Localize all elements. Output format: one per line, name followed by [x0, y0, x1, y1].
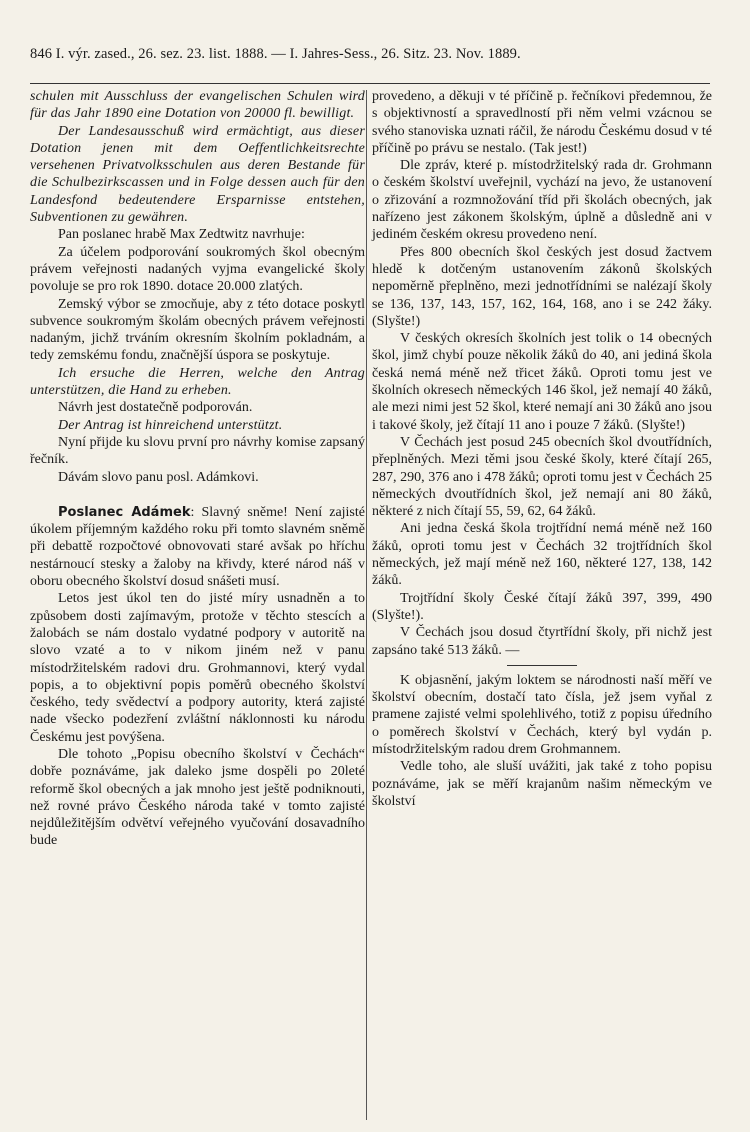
paragraph — [372, 434, 712, 520]
paragraph — [30, 746, 365, 850]
paragraph-text: Návrh jest dostatečně podporován. — [58, 400, 253, 416]
paragraph — [30, 434, 365, 469]
paragraph-text: V Čechách jsou dosud čtyrtřídní školy, při nichž jest zapsáno také 513 žáků. — — [372, 625, 712, 658]
section-separator — [507, 665, 577, 666]
paragraph — [30, 590, 365, 746]
paragraph — [30, 244, 365, 296]
paragraph-text: V Čechách jest posud 245 obecních škol dvoutřídních, přeplněných. Mezi těmi jsou české školy, které čítají 265, 287, 290, 376 ano i 478 žáků; oproti tomu jest v Čechách 25 německých dvoutřídních škol, jež nemají ani 80 žáků, některé z nich čítají 55, 59, 62, 64 žáků. — [372, 434, 712, 520]
paragraph-text: Der Antrag ist hinreichend unterstützt. — [58, 417, 283, 433]
paragraph-text: Přes 800 obecních škol českých jest dosud žactvem hledě k dotčeným ustanovením zákonů školských nepoměrně přeplněno, mezi jednotřídními se nalézají školy se 136, 137, 143, 157, 162, 164, 168, ano i se 242 žáky. (Slyšte!) — [372, 244, 712, 329]
paragraph-text: schulen mit Ausschluss der evangelischen Schulen wird für das Jahr 1890 eine Dotation von 20000 fl. bewilligt. — [30, 89, 365, 122]
paragraph — [372, 520, 712, 589]
paragraph-text: Der Landesausschuß wird ermächtigt, aus dieser Dotation jenen mit dem Oeffentlichkeitsrechte versehenen Privatvolksschulen aus deren Bestande für die Schulbezirkscassen und in Folge dessen auch für den Landesfond bedeutendere Ersparnisse entstehen, Subventionen zu gewähren. — [30, 123, 365, 226]
right-column — [372, 88, 712, 810]
paragraph — [30, 399, 365, 416]
paragraph — [372, 88, 712, 157]
column-divider — [366, 90, 367, 1120]
paragraph — [372, 624, 712, 659]
paragraph-text: Za účelem podporování soukromých škol obecným právem veřejnosti nadaných vyjma evangelické školy povoluje se pro rok 1890. dotace 20.000 zlatých. — [30, 244, 365, 295]
paragraph-text: Letos jest úkol ten do jisté míry usnadněn a to způsobem dosti zajímavým, protože v těchto stescích a žalobách se nám dostalo vydatné podpory v autoritě na slovo vzaté a to v nikom jiném než v panu místodržitelském radovi dru. Grohmannovi, který vydal popis, a to objektivní popis poměrů obecného školství českého, tedy svědectví a podpory autority, která zajisté nade všecko podezření zvláštní náklonnosti ku národu Českému jest povýšena. — [30, 591, 365, 745]
paragraph — [372, 244, 712, 330]
paragraph-text: Ich ersuche die Herren, welche den Antrag unterstützen, die Hand zu erheben. — [30, 365, 365, 399]
paragraph-text: Zemský výbor se zmocňuje, aby z této dotace poskytl subvence soukromým školám obecných právem veřejnosti nadaným, jichž trváním okresním školním pokladnám, a tedy zemskému fondu, značnější úspora se poskytuje. — [30, 296, 365, 364]
paragraph-text: Pan poslanec hrabě Max Zedtwitz navrhuje: — [58, 227, 305, 243]
paragraph-text: Trojtřídní školy České čítají žáků 397, 399, 490 (Slyšte!). — [372, 590, 712, 623]
paragraph — [372, 590, 712, 625]
paragraph — [30, 226, 365, 243]
paragraph-text: : Slavný sněme! Není zajisté úkolem příjemným každého roku při tomto slavném sněmě při debattě rozpočtové obnovovati staré avšak po hříchu nestárnoucí stesky a žaloby na křivdy, které národ náš v oboru obecného školství dosud snášeti musí. — [30, 504, 365, 590]
paragraph-text: Nyní přijde ku slovu první pro návrhy komise zapsaný řečník. — [30, 434, 365, 468]
paragraph — [372, 672, 712, 758]
paragraph — [372, 758, 712, 810]
paragraph-text: Dávám slovo panu posl. Adámkovi. — [58, 469, 259, 485]
paragraph — [30, 417, 365, 434]
paragraph-text: Ani jedna česká škola trojtřídní nemá méně než 160 žáků, oproti tomu jest v Čechách 32 trojtřídních škol německých, jež mají méně než 160, některé 127, 138, 142 žáků. — [372, 521, 712, 589]
left-column — [30, 88, 365, 850]
paragraph-text: K objasnění, jakým loktem se národnosti naší měří ve školství obecním, dostačí tato čísla, jež jsem vyňal z pramene zajisté velmi spolehlivého, totiž z popisu úředního o poměrech školství v Čechách, který byl vydán p. místodržitelským radou drem Grohmannem. — [372, 672, 712, 757]
paragraph — [30, 123, 365, 227]
paragraph-text: Vedle toho, ale sluší uvážiti, jak také z toho popisu poznáváme, jak se měří krajanům našim německým ve školství — [372, 759, 712, 809]
paragraph — [30, 469, 365, 486]
paragraph — [30, 365, 365, 400]
paragraph-text: Dle zpráv, které p. místodržitelský rada dr. Grohmann o českém školství uveřejnil, vychází na jevo, že ustanovení o zřizování a rozmnožování tříd při školách obecných, jak nařízeno jest zákonem školským, úplně a důsledně ani v jediném českém okresu provedeno není. — [372, 158, 712, 243]
paragraph — [30, 88, 365, 123]
page-header: 846 I. výr. zased., 26. sez. 23. list. 1888. — I. Jahres-Sess., 26. Sitz. 23. Nov. 1889. — [30, 46, 521, 62]
paragraph — [372, 330, 712, 434]
paragraph — [30, 504, 365, 590]
paragraph-text: provedeno, a děkuji v té příčině p. řečníkovi předemnou, že s objektivností a spravedlností při něm velmi vzácnou se svého stanoviska uznati ráčil, že národu Českému dosud v té příčině po právu se nestalo. (Tak jest!) — [372, 89, 712, 156]
paragraph — [372, 157, 712, 243]
paragraph-text: V českých okresích školních jest tolik o 14 obecných škol, jimž chybí pouze několik žáků do 40, ani jediná škola česká nemá méně než třicet žáků. Oproti tomu jest ve školních okresech německých 146 škol, jež nemají 40 žáků, ale mezi nimi jest 52 škol, které nemají ani 30 žáků ano jsou i takové školy, jež čítají 11 ano i pouze 7 žáků. (Slyšte!) — [372, 331, 712, 433]
speaker-name: Poslanec Adámek — [58, 504, 191, 520]
header-rule — [30, 83, 710, 84]
paragraph-spacer — [30, 486, 365, 504]
paragraph-text: Dle tohoto „Popisu obecního školství v Čechách“ dobře poznáváme, jak daleko jsme dospěli po 20leté reformě škol obecných a jak mnoho jest ještě podniknouti, než rovné právo Českého národa také v tomto zajisté nejdůležitějším odvětví veřejného vyučování dosavadního bude — [30, 746, 365, 849]
paragraph — [30, 296, 365, 365]
